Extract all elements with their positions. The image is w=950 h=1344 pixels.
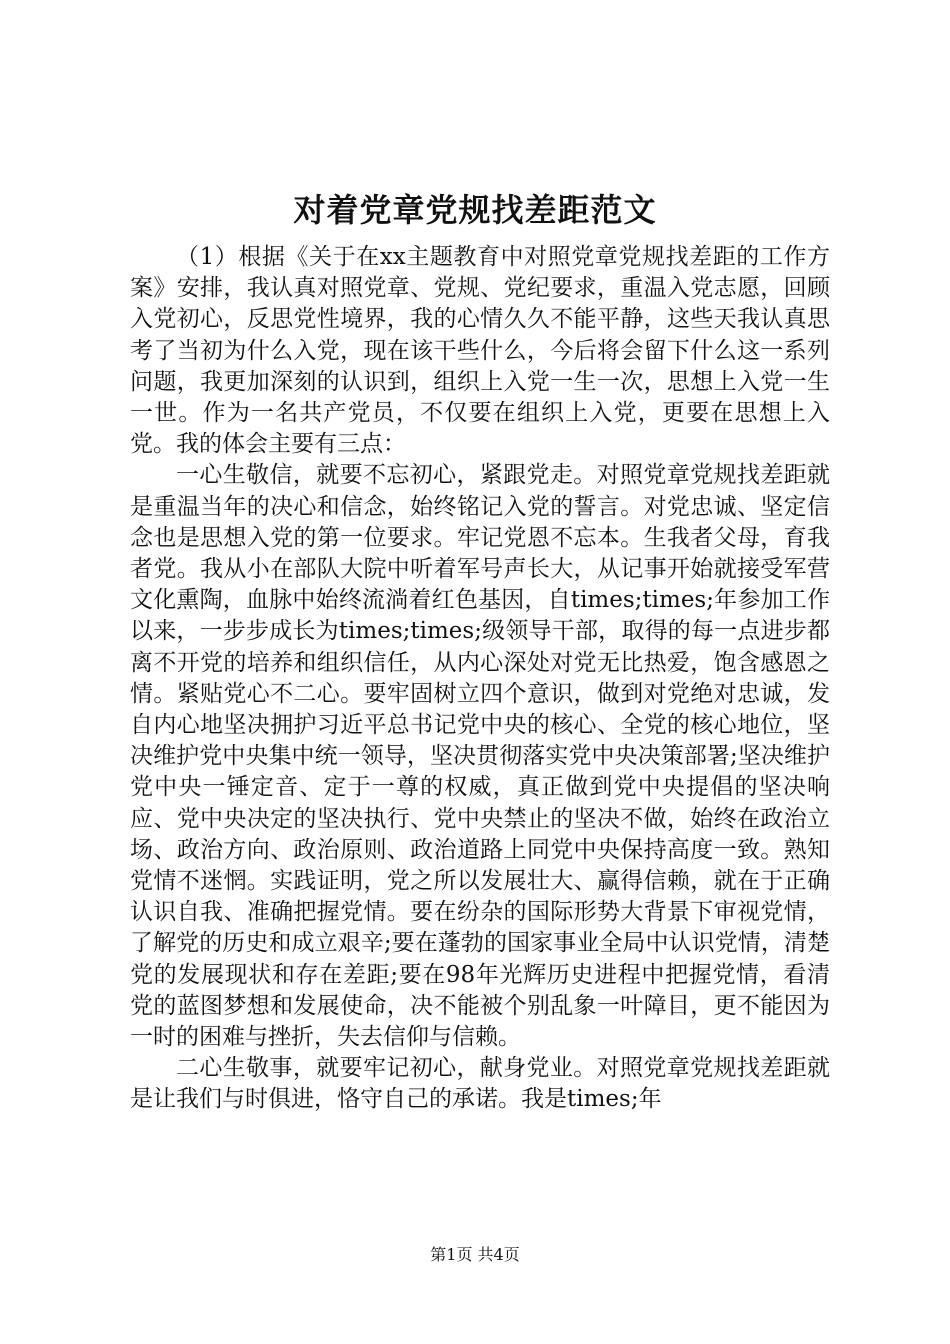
paragraph-intro: （1）根据《关于在xx主题教育中对照党章党规找差距的工作方案》安排，我认真对照党章、党规、党纪要求，重温入党志愿，回顾入党初心，反思党性境界，我的心情久久不能平静，这些天我认真思考了当初为什么入党，现在该干些什么，今后将会留下什么这一系列问题，我更加深刻的认识到，组织上入党一生一次，思想上入党一生一世。作为一名共产党员，不仅要在组织上入党，更要在思想上入党。我的体会主要有三点： [130,244,830,458]
paragraph-point-one: 一心生敬信，就要不忘初心，紧跟党走。对照党章党规找差距就是重温当年的决心和信念，始终铭记入党的誓言。对党忠诚、坚定信念也是思想入党的第一位要求。牢记党恩不忘本。生我者父母，育我者党。我从小在部队大院中听着军号声长大，从记事开始就接受军营文化熏陶，血脉中始终流淌着红色基因，自times;times;年参加工作以来，一步步成长为times;times;级领导干部，取得的每一点进步都离不开党的培养和组织信任，从内心深处对党无比热爱，饱含感恩之情。紧贴党心不二心。要牢固树立四个意识，做到对党绝对忠诚，发自内心地坚决拥护习近平总书记党中央的核心、全党的核心地位，坚决维护党中央集中统一领导，坚决贯彻落实党中央决策部署;坚决维护党中央一锤定音、定于一尊的权威，真正做到党中央提倡的坚决响应、党中央决定的坚决执行、党中央禁止的坚决不做，始终在政治立场、政治方向、政治原则、政治道路上同党中央保持高度一致。熟知党情不迷惘。实践证明，党之所以发展壮大、赢得信赖，就在于正确认识自我、准确把握党情。要在纷杂的国际形势大背景下审视党情，了解党的历史和成立艰辛;要在蓬勃的国家事业全局中认识党情，清楚党的发展现状和存在差距;要在98年光辉历史进程中把握党情，看清党的蓝图梦想和发展使命，决不能被个别乱象一叶障目，更不能因为一时的困难与挫折，失去信仰与信赖。 [130,462,830,1051]
document-title: 对着党章党规找差距范文 [293,191,657,229]
paragraph-point-two: 二心生敬事，就要牢记初心，献身党业。对照党章党规找差距就是让我们与时俱进，恪守自己的承诺。我是times;年 [130,1055,830,1113]
document-body [130,242,830,1116]
page-footer: 第1页 共4页 [430,1245,520,1264]
